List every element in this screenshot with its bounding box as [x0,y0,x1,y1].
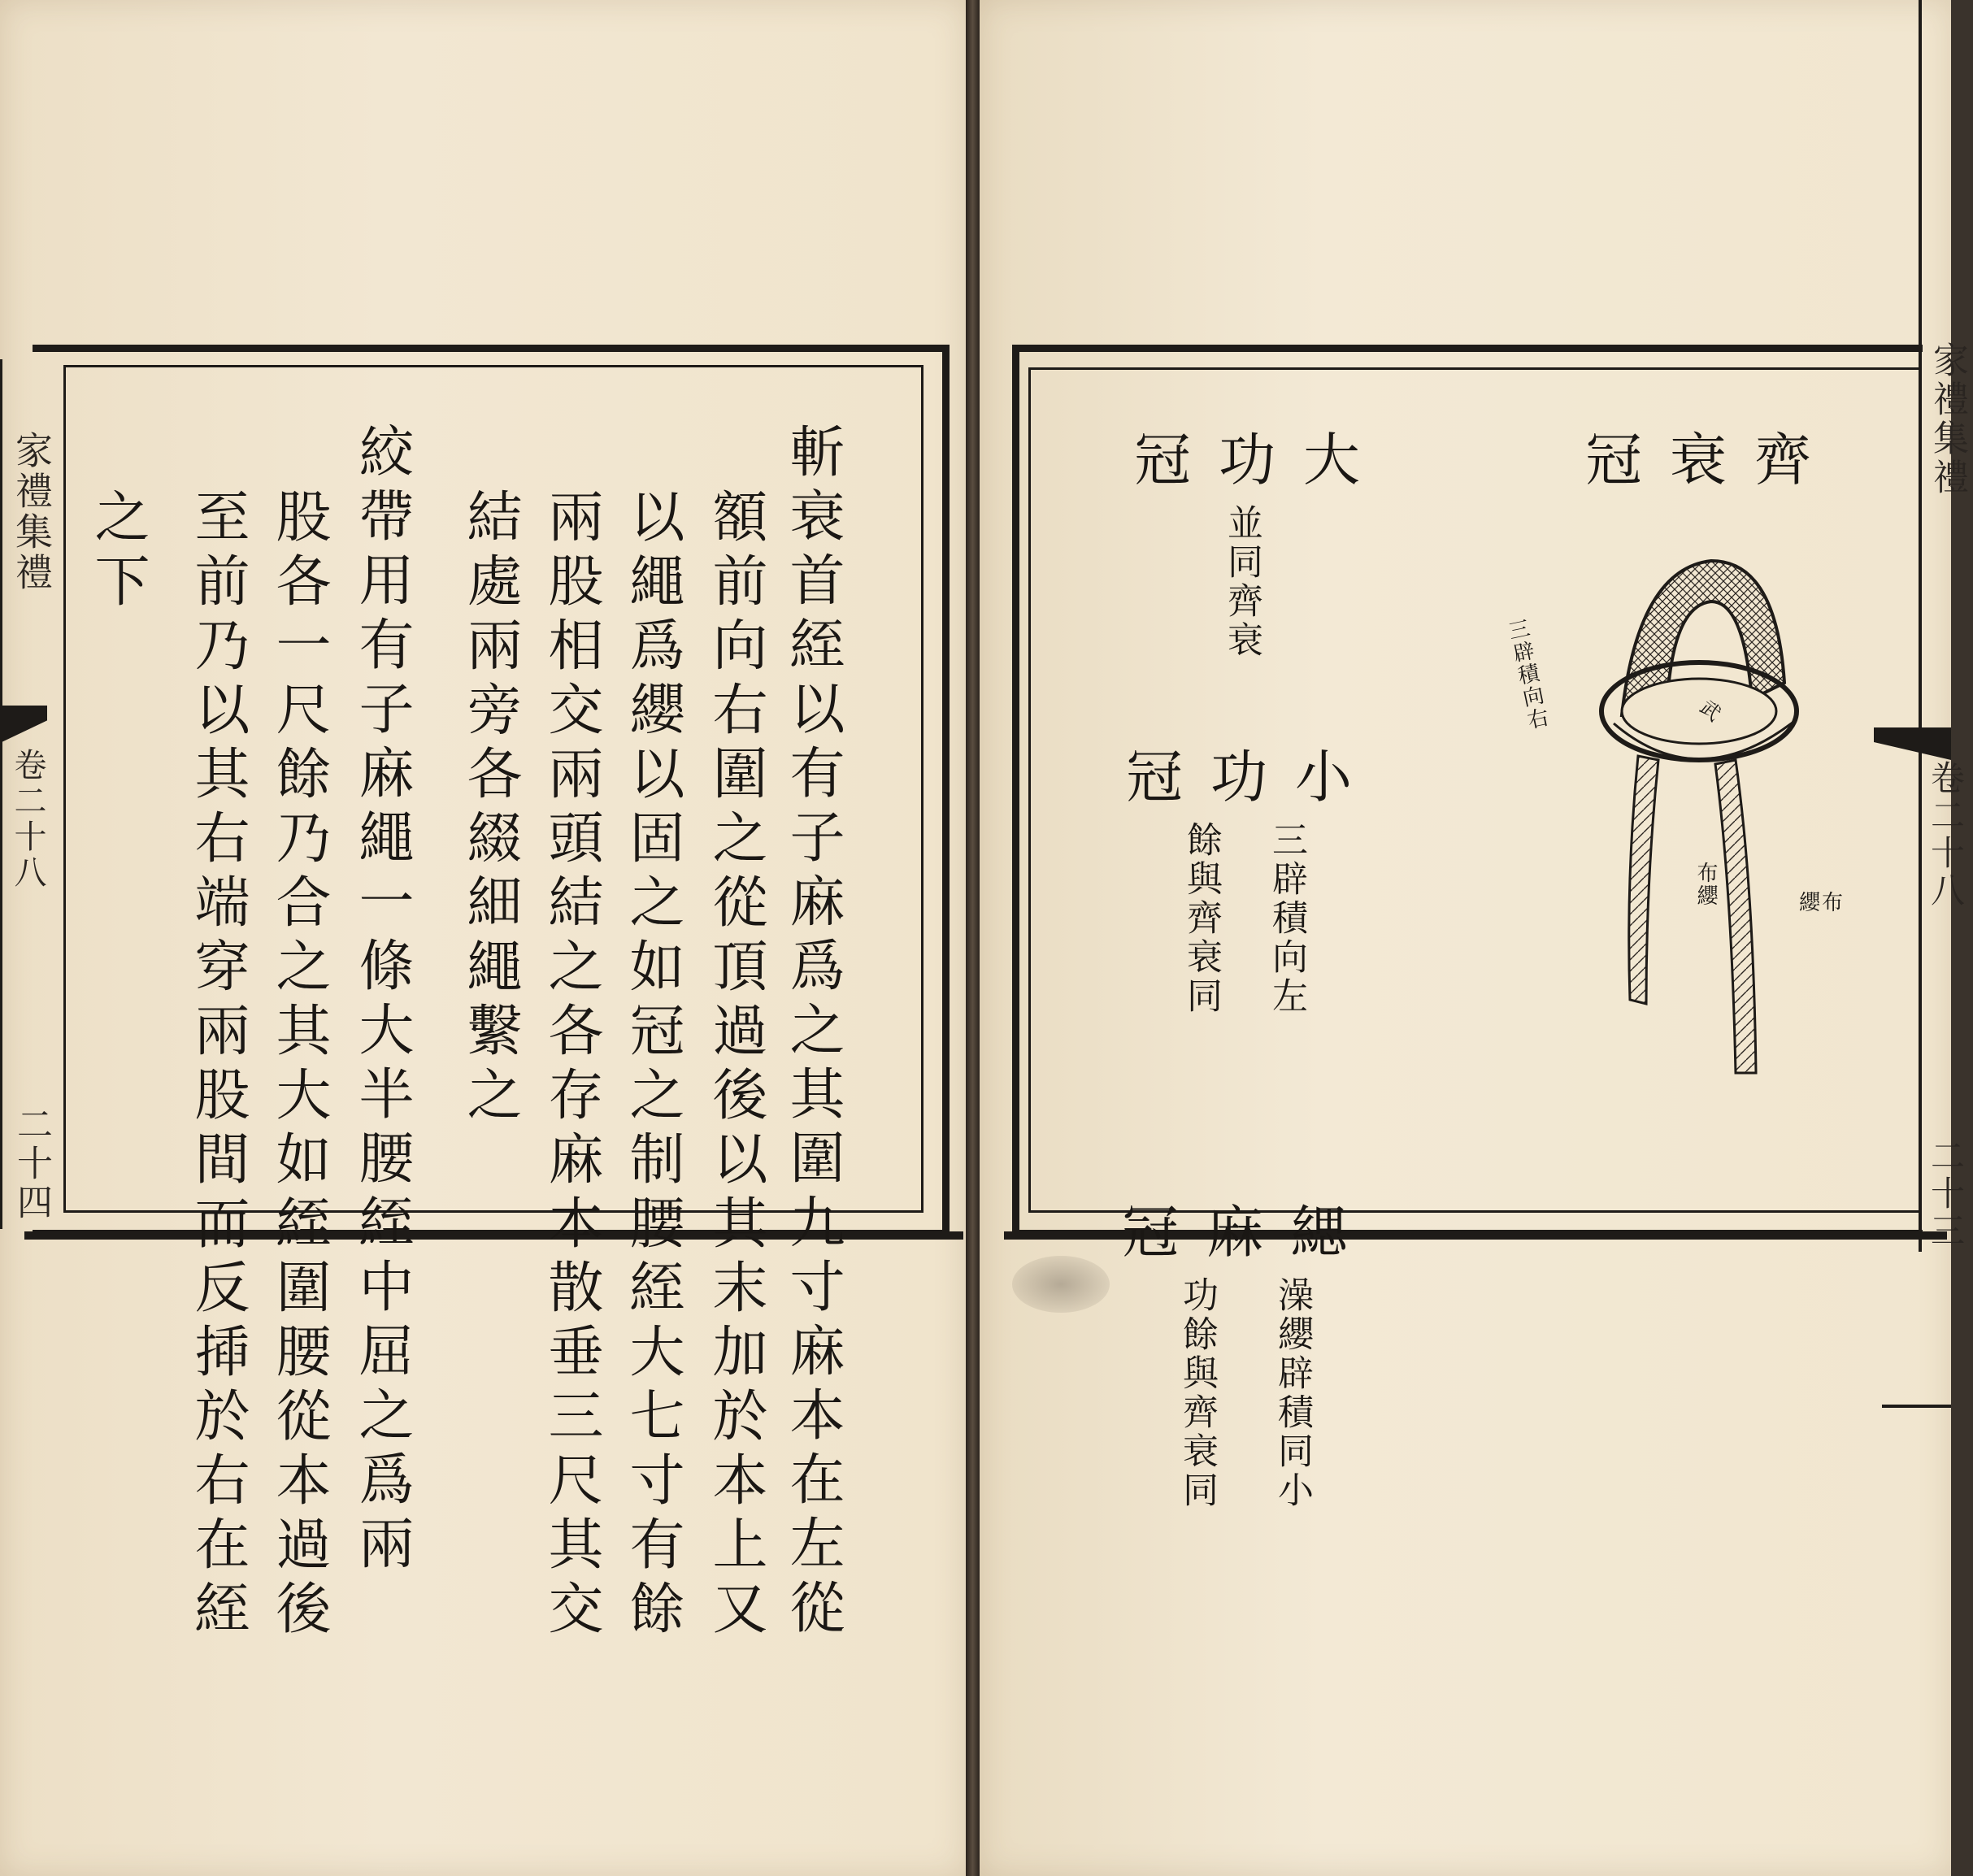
right-edge-title: 家禮集禮 [1927,341,1968,497]
text-column-1: 斬衰首絰以有子麻爲之其圍九寸麻本在左從 [780,423,845,1643]
text-column-6: 絞帶用有子麻繩一條大半腰絰中屈之爲兩 [350,423,414,1579]
text-column-7: 股各一尺餘乃合之其大如絰圍腰從本過後 [267,488,331,1644]
xiaogong-guan-title: 小功冠 [1126,744,1380,810]
sima-guan-note-left: 功餘與齊衰同 [1176,1276,1218,1510]
left-edge-rule [0,359,2,1229]
right-edge-tick [1882,1405,1951,1408]
book-gutter [966,0,980,1876]
dagong-guan-title: 大功冠 [1134,427,1388,493]
right-page [980,0,1968,1876]
zicui-guan-ying-right-label: 布纓 [1799,891,1845,915]
text-column-9: 之下 [85,488,150,616]
right-edge-volume: 卷二十八 [1926,760,1966,910]
zicui-guan-illustration [1581,536,1817,1089]
text-column-4: 兩股相交兩頭結之各存麻本散垂三尺其交 [539,488,603,1644]
ink-smudge [1012,1256,1110,1313]
sima-guan-title: 緦麻冠 [1122,1199,1375,1266]
left-edge-title: 家禮集禮 [10,431,54,593]
right-edge-page-number: 二十三 [1926,1138,1966,1250]
text-column-8: 至前乃以其右端穿兩股間而反揷於右在絰 [185,488,250,1644]
zicui-guan-fold-note: 三辟積向右 [1502,616,1551,733]
sima-guan-note-right: 澡纓辟積同小 [1271,1276,1313,1510]
dagong-guan-note: 並同齊衰 [1221,504,1262,660]
text-column-2: 額前向右圍之從頂過後以其末加於本上又 [703,488,767,1644]
xiaogong-guan-note-left: 餘與齊衰同 [1180,821,1222,1016]
xiaogong-guan-note-right: 三辟積向左 [1266,821,1307,1016]
left-page [0,0,966,1876]
left-edge-page-number: 二十四 [11,1105,52,1222]
zicui-guan-ying-left-label: 布纓 [1693,862,1718,907]
text-column-5: 結處兩旁各綴細繩繫之 [458,488,522,1130]
text-column-3: 以繩爲纓以固之如冠之制腰絰大七寸有餘 [620,488,684,1644]
right-edge-rule [1919,0,1922,1252]
left-edge-volume: 卷二十八 [9,748,46,891]
zicui-guan-title: 齊衰冠 [1585,427,1839,493]
zicui-guan-wu-label: 武 [1693,693,1725,725]
